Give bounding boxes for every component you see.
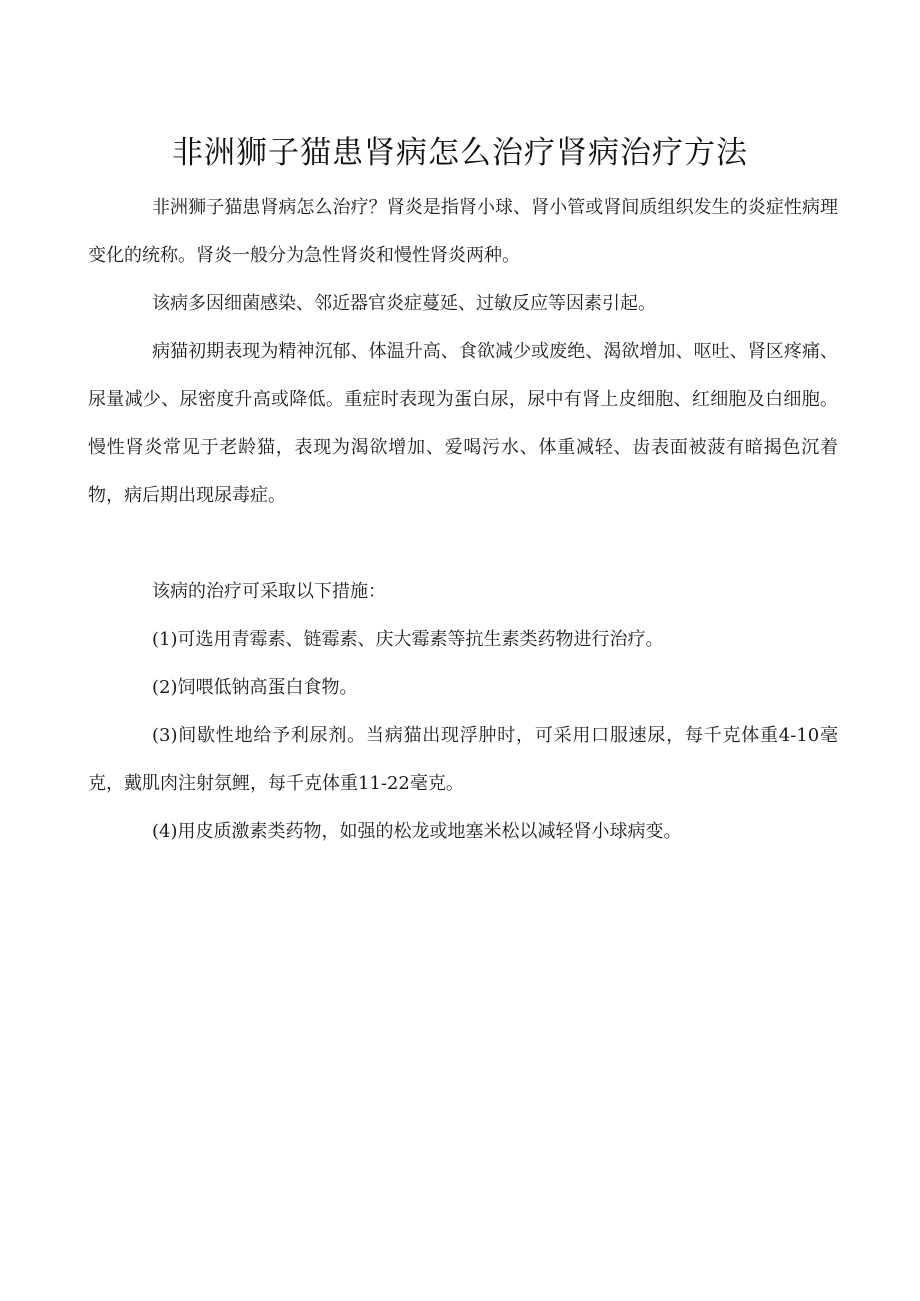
paragraph-intro: 非洲狮子猫患肾病怎么治疗？肾炎是指肾小球、肾小管或肾间质组织发生的炎症性病理变化的统称。肾炎一般分为急性肾炎和慢性肾炎两种。 <box>88 197 838 266</box>
treatment-item-2: (2)饲喂低钠高蛋白食物。 <box>152 677 358 698</box>
paragraph-symptoms: 病猫初期表现为精神沉郁、体温升高、食欲减少或废绝、渴欲增加、呕吐、肾区疼痛、尿量减少、尿密度升高或降低。重症时表现为蛋白尿，尿中有肾上皮细胞、红细胞及白细胞。慢性肾炎常见于老龄猫，表现为渴欲增加、爱喝污水、体重减轻、齿表面被菠有暗揭色沉着物，病后期出现尿毒症。 <box>88 341 838 506</box>
paragraph-treatment-intro: 该病的治疗可采取以下措施： <box>152 581 386 602</box>
paragraph-spacer <box>88 520 838 568</box>
document-body <box>88 184 838 856</box>
treatment-item-4: (4)用皮质激素类药物，如强的松龙或地塞米松以减轻肾小球病变。 <box>152 821 682 842</box>
document-title: 非洲狮子猫患肾病怎么治疗肾病治疗方法 <box>172 135 748 171</box>
treatment-item-1: (1)可选用青霉素、链霉素、庆大霉素等抗生素类药物进行治疗。 <box>152 629 664 650</box>
treatment-item-3: (3)间歇性地给予利尿剂。当病猫出现浮肿时，可采用口服速尿，每千克体重4-10毫克，戴肌肉注射氛鲤，每千克体重11-22毫克。 <box>88 725 838 794</box>
paragraph-cause: 该病多因细菌感染、邻近器官炎症蔓延、过敏反应等因素引起。 <box>152 293 656 314</box>
